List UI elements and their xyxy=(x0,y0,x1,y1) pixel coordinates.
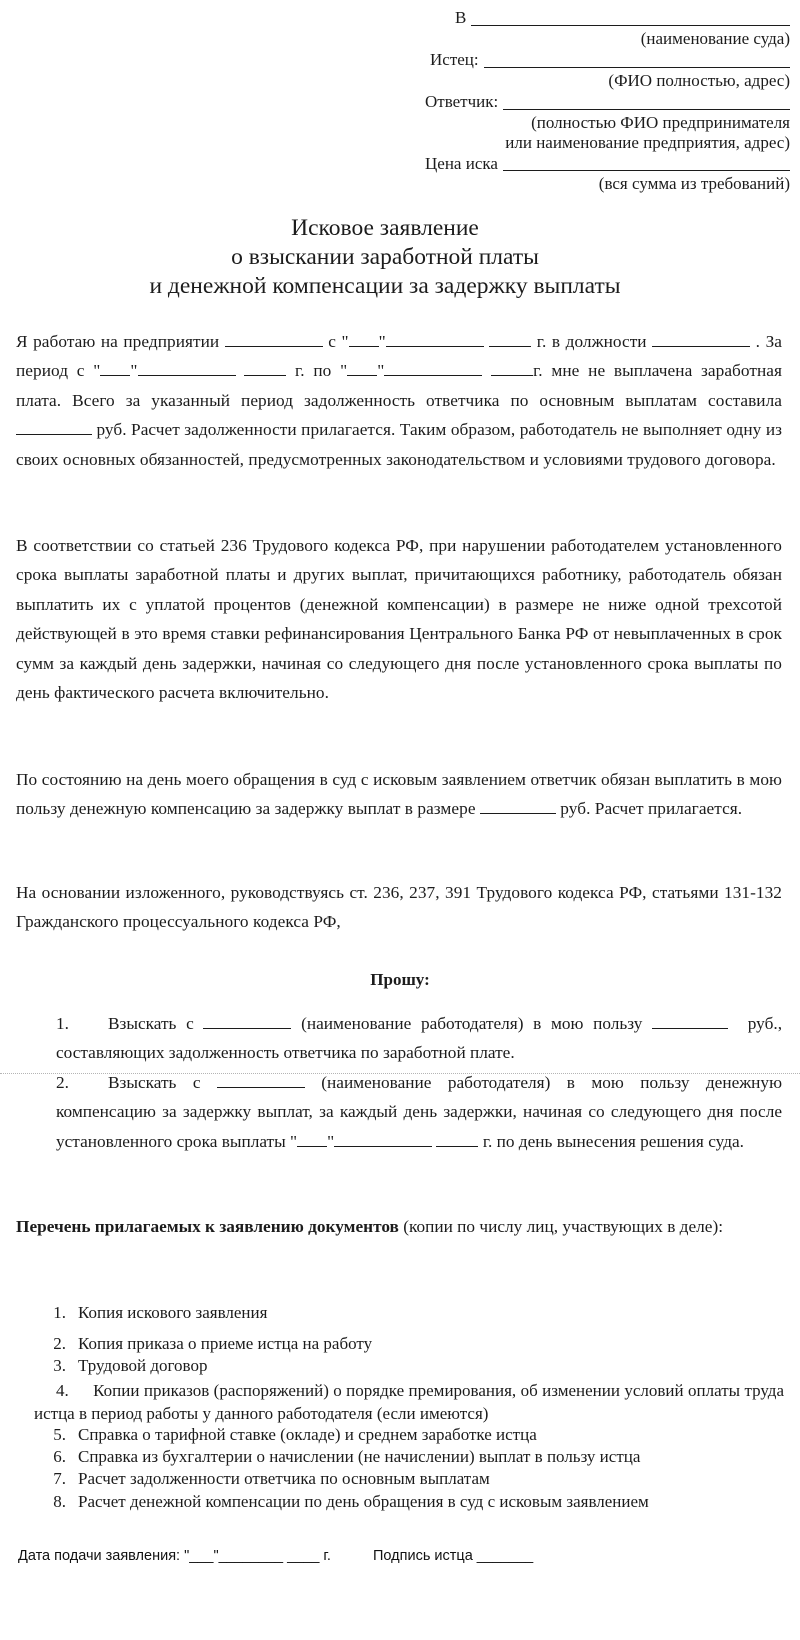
attachments-heading xyxy=(16,1211,782,1242)
request-number: 2. xyxy=(56,1073,69,1092)
request-2-text-4: г. по день вынесения решения суда. xyxy=(482,1131,744,1151)
plaintiff-label: Истец: xyxy=(430,50,479,69)
attachment-text: Расчет задолженности ответчика по основным выплатам xyxy=(78,1469,490,1488)
para1-text-3: " xyxy=(378,332,386,351)
plaintiff-blank xyxy=(484,52,790,68)
request-item-1 xyxy=(56,1009,782,1068)
attachment-text: Трудовой договор xyxy=(78,1356,208,1375)
claim-price-line xyxy=(425,154,790,175)
para1-text-2: с " xyxy=(328,332,349,351)
employer-name-blank-2 xyxy=(217,1073,305,1088)
attachment-number: 4. xyxy=(56,1381,69,1400)
paragraph-legal-basis: В соответствии со статьей 236 Трудового кодекса РФ, при нарушении работодателем установленного срока выплаты заработной платы и других выплат, причитающихся работнику, работодатель обязан выплатить их с уплатой процентов (денежной компенсации) в размере не ниже одной трехсотой действующей в это время ставки рефинансирования Центрального Банка РФ от невыплаченных в срок сумм за каждый день задержки, начиная со следующего дня после установленного срока выплаты по день фактического расчета включительно. xyxy=(16,536,782,703)
attachment-number: 1. xyxy=(53,1303,66,1322)
submission-footer xyxy=(18,1546,533,1566)
period-from-year-blank xyxy=(244,361,286,376)
claim-price-label: Цена иска xyxy=(425,153,498,173)
attachment-number: 3. xyxy=(53,1356,66,1375)
title-line-1: Исковое заявление xyxy=(291,215,479,241)
attachment-number: 5. xyxy=(53,1425,66,1444)
defendant-hint-2: или наименование предприятия, адрес) xyxy=(505,133,790,152)
plaintiff-signature-label: Подпись истца _______ xyxy=(373,1548,534,1564)
attachment-number: 7. xyxy=(53,1469,66,1488)
para1-text-8: " xyxy=(377,361,385,381)
attachment-number: 2. xyxy=(53,1334,66,1353)
salary-debt-blank xyxy=(652,1014,728,1029)
para1-text-7: г. по " xyxy=(295,361,348,381)
claim-price-blank xyxy=(503,155,790,171)
submission-date-label: Дата подачи заявления: "___"________ ____ г. xyxy=(18,1548,331,1564)
defendant-line xyxy=(425,92,790,113)
para3-text-1: По состоянию на день моего обращения в суд с исковым заявлением ответчик обязан выплатить в мою пользу денежную компенсацию за задержку выплат в размере xyxy=(16,770,782,819)
attachment-item xyxy=(34,1380,784,1425)
court-line xyxy=(425,8,790,29)
paragraph-employment xyxy=(16,327,782,474)
para1-text-1: Я работаю на предприятии xyxy=(16,332,220,351)
attachment-text: Копия искового заявления xyxy=(78,1303,268,1322)
period-from-month-blank xyxy=(138,361,236,376)
compensation-amount-blank xyxy=(480,799,556,814)
period-to-year-blank xyxy=(491,361,533,376)
start-month-blank xyxy=(386,332,484,347)
start-year-blank xyxy=(489,332,531,347)
request-2-text-3: " xyxy=(327,1131,335,1151)
document-title xyxy=(0,214,770,301)
request-2-text-2: (наименование работодателя) в мою пользу денежную компенсацию за задержку выплат, за каждый день задержки, начиная со следующего дня после установленного срока выплаты " xyxy=(56,1073,782,1151)
para1-text-6: " xyxy=(130,361,138,381)
defendant-hint-1: (полностью ФИО предпринимателя xyxy=(531,112,790,132)
request-1-text-1: Взыскать с xyxy=(108,1014,194,1033)
request-item-2 xyxy=(56,1068,782,1156)
attachments-heading-bold: Перечень прилагаемых к заявлению документов xyxy=(16,1217,399,1236)
request-1-text-2: (наименование работодателя) в мою пользу xyxy=(301,1014,643,1033)
deadline-month-blank xyxy=(334,1132,432,1147)
claim-price-hint: (вся сумма из требований) xyxy=(598,174,790,193)
attachment-text: Справка из бухгалтерии о начислении (не начислении) выплат в пользу истца xyxy=(78,1447,641,1466)
attachment-number: 6. xyxy=(53,1447,66,1466)
request-heading: Прошу: xyxy=(370,970,430,989)
paragraph-compensation xyxy=(16,765,782,824)
attachments-heading-rest: (копии по числу лиц, участвующих в деле): xyxy=(403,1217,723,1236)
plaintiff-line xyxy=(425,50,790,71)
title-line-3: и денежной компенсации за задержку выплаты xyxy=(149,273,621,299)
court-prefix: В xyxy=(455,8,467,27)
employer-blank xyxy=(225,332,323,347)
para1-text-4: г. в должности xyxy=(536,332,647,351)
para1-text-9: г. мне не выплачена заработная плата. Всего за указанный период задолженность ответчика по основным выплатам составила xyxy=(16,361,782,410)
court-blank xyxy=(471,10,790,26)
debt-amount-blank xyxy=(16,420,92,435)
attachment-text: Копии приказов (распоряжений) о порядке премирования, об изменении условий оплаты труда истца в период работы у данного работодателя (если имеются) xyxy=(34,1381,784,1423)
deadline-day-blank xyxy=(297,1132,327,1147)
attachment-number: 8. xyxy=(53,1492,66,1511)
request-2-text-1: Взыскать с xyxy=(108,1073,201,1092)
request-1-text-3: руб., составляющих задолженность ответчика по заработной плате. xyxy=(56,1014,783,1063)
attachment-text: Расчет денежной компенсации по день обращения в суд с исковым заявлением xyxy=(78,1492,649,1511)
attachment-text: Копия приказа о приеме истца на работу xyxy=(78,1334,373,1353)
addressee-block xyxy=(425,8,790,195)
defendant-blank xyxy=(503,94,790,110)
defendant-label: Ответчик: xyxy=(425,92,499,111)
para3-text-2: руб. Расчет прилагается. xyxy=(560,799,743,819)
start-day-blank xyxy=(349,332,379,347)
deadline-year-blank xyxy=(436,1132,478,1147)
position-blank xyxy=(652,332,750,347)
period-to-month-blank xyxy=(384,361,482,376)
employer-name-blank xyxy=(203,1014,291,1029)
attachment-text: Справка о тарифной ставке (окладе) и среднем заработке истца xyxy=(78,1425,537,1444)
plaintiff-hint: (ФИО полностью, адрес) xyxy=(608,70,790,90)
para1-text-5: . За период с " xyxy=(16,332,782,381)
period-to-day-blank xyxy=(347,361,377,376)
request-number: 1. xyxy=(56,1014,69,1033)
paragraph-grounds: На основании изложенного, руководствуясь ст. 236, 237, 391 Трудового кодекса РФ, статьями 131-132 Гражданского процессуального кодекса РФ, xyxy=(16,883,782,932)
para1-text-10: руб. Расчет задолженности прилагается. Таким образом, работодатель не выполняет одну из своих основных обязанностей, предусмотренных законодательством и условиями трудового договора. xyxy=(16,420,782,469)
court-hint: (наименование суда) xyxy=(640,28,790,48)
title-line-2: о взыскании заработной платы xyxy=(231,244,539,270)
period-from-day-blank xyxy=(100,361,130,376)
